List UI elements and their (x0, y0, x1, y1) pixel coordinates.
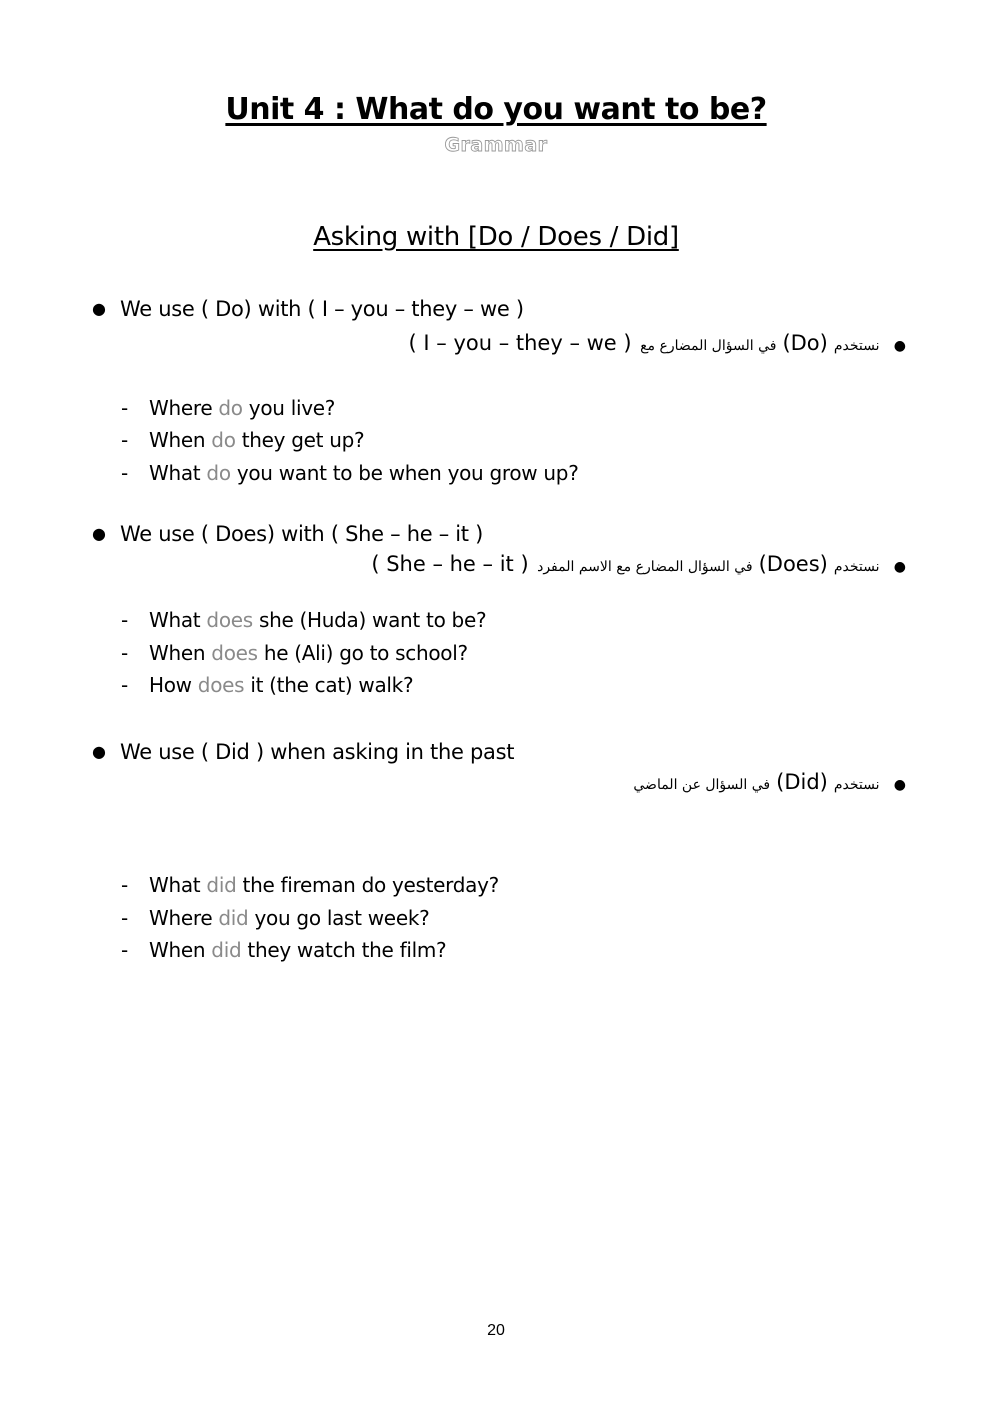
auxiliary-verb: do (206, 461, 231, 485)
page-title: Unit 4 : What do you want to be? (225, 92, 767, 127)
example-sentence (121, 873, 499, 897)
arabic-suffix: في السؤال المضارع مع (640, 338, 777, 354)
dash-icon: - (121, 906, 128, 930)
dash-icon: - (121, 396, 128, 420)
dash-icon: - (121, 673, 128, 697)
arabic-suffix: في السؤال المضارع مع الاسم المفرد (537, 559, 753, 575)
dash-icon: - (121, 938, 128, 962)
arabic-suffix: في السؤال عن الماضي (633, 777, 771, 793)
keyword: (Do) (782, 331, 828, 355)
rule-did-english (92, 740, 514, 764)
dash-icon: - (121, 461, 128, 485)
example-before: What (149, 608, 207, 632)
dash-icon: - (121, 873, 128, 897)
bullet-icon: ● (92, 742, 106, 761)
rule-does-arabic (371, 552, 906, 576)
bullet-icon: ● (893, 559, 906, 575)
example-before: Where (149, 906, 219, 930)
auxiliary-verb: does (206, 608, 253, 632)
bullet-icon: ● (893, 777, 906, 793)
bullet-icon: ● (92, 524, 106, 543)
auxiliary-verb: does (197, 673, 245, 697)
example-before: What (149, 873, 207, 897)
example-sentence (121, 608, 486, 632)
bullet-icon: ● (893, 338, 906, 354)
example-sentence (121, 938, 446, 962)
dash-icon: - (121, 608, 128, 632)
example-sentence (121, 641, 468, 665)
rule-do-english (92, 297, 524, 321)
example-after: they get up? (235, 428, 365, 452)
example-sentence (121, 906, 429, 930)
rule-does-english (92, 522, 483, 546)
example-after: it (the cat) walk? (244, 673, 414, 697)
pronoun-list: ( She – he – it ) (371, 552, 529, 576)
bullet-icon: ● (92, 299, 106, 318)
auxiliary-verb: did (211, 938, 242, 962)
keyword: (Does) (758, 552, 828, 576)
page-number: 20 (487, 1322, 505, 1339)
dash-icon: - (121, 428, 128, 452)
rule-did-arabic (633, 770, 906, 794)
example-after: you live? (242, 396, 336, 420)
example-before: When (149, 641, 212, 665)
auxiliary-verb: do (218, 396, 243, 420)
example-after: they watch the film? (241, 938, 447, 962)
example-after: she (Huda) want to be? (252, 608, 487, 632)
example-before: What (149, 461, 207, 485)
auxiliary-verb: did (206, 873, 237, 897)
example-sentence (121, 461, 579, 485)
rule-do-arabic (409, 331, 906, 355)
example-sentence (121, 428, 364, 452)
dash-icon: - (121, 641, 128, 665)
example-after: the fireman do yesterday? (236, 873, 499, 897)
arabic-prefix: نستخدم (833, 777, 880, 793)
section-heading: Asking with [Do / Does / Did] (313, 222, 679, 252)
auxiliary-verb: did (218, 906, 249, 930)
auxiliary-verb: do (211, 428, 236, 452)
pronoun-list: ( I – you – they – we ) (408, 331, 632, 355)
rule-text: We use ( Did ) when asking in the past (120, 740, 515, 764)
example-before: How (149, 673, 198, 697)
rule-text: We use ( Does) with ( She – he – it ) (120, 522, 484, 546)
example-before: Where (149, 396, 219, 420)
keyword: (Did) (776, 770, 828, 794)
example-before: When (149, 938, 212, 962)
auxiliary-verb: does (211, 641, 258, 665)
page-subtitle: Grammar (444, 134, 548, 156)
example-sentence (121, 396, 335, 420)
example-after: he (Ali) go to school? (257, 641, 468, 665)
rule-text: We use ( Do) with ( I – you – they – we ) (120, 297, 524, 321)
example-sentence (121, 673, 413, 697)
arabic-prefix: نستخدم (833, 559, 880, 575)
example-before: When (149, 428, 212, 452)
example-after: you want to be when you grow up? (230, 461, 579, 485)
example-after: you go last week? (248, 906, 430, 930)
arabic-prefix: نستخدم (833, 338, 880, 354)
